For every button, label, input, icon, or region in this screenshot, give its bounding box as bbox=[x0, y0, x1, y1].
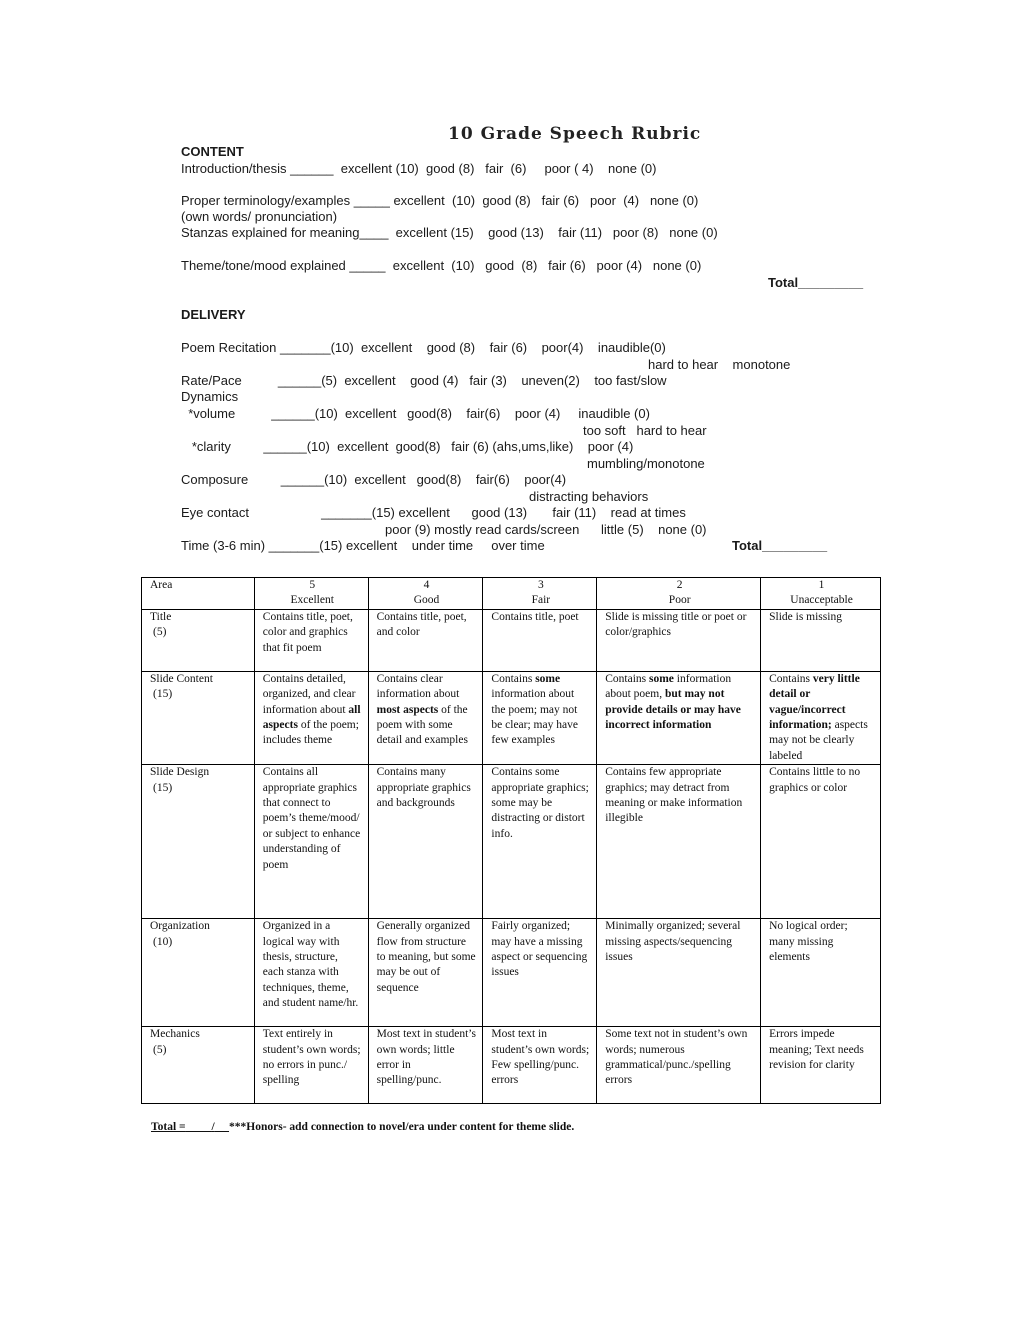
cell-excellent: Contains detailed, organized, and clear information about all aspects of the poem; includes theme bbox=[254, 671, 368, 764]
cell-unacceptable: Contains little to no graphics or color bbox=[761, 765, 881, 919]
terminology-line: Proper terminology/examples _____ excellent (10) good (8) fair (6) poor (4) none (0) bbox=[181, 193, 699, 208]
clarity-line: *clarity ______(10) excellent good(8) fair (6) (ahs,ums,like) poor (4) bbox=[181, 439, 634, 454]
row-area: Mechanics (5) bbox=[142, 1027, 255, 1104]
table-header-row bbox=[142, 578, 881, 610]
table-row bbox=[142, 765, 881, 919]
table-row bbox=[142, 609, 881, 671]
volume-line: *volume ______(10) excellent good(8) fair(6) poor (4) inaudible (0) bbox=[181, 406, 650, 421]
dynamics-line: Dynamics bbox=[181, 389, 239, 404]
cell-poor: Contains some information about poem, but may not provide details or may have incorrect information bbox=[597, 671, 761, 764]
content-total: Total_________ bbox=[768, 275, 864, 290]
stanzas-line: Stanzas explained for meaning____ excellent (15) good (13) fair (11) poor (8) none (0) bbox=[181, 225, 718, 240]
total-label: Total = bbox=[151, 1121, 186, 1133]
cell-good: Contains many appropriate graphics and backgrounds bbox=[368, 765, 483, 919]
composure-line: Composure ______(10) excellent good(8) fair(6) poor(4) bbox=[181, 472, 567, 487]
cell-good: Generally organized flow from structure to meaning, but some may be out of sequence bbox=[368, 919, 483, 1027]
eye-contact-sub: poor (9) mostly read cards/screen little (5) none (0) bbox=[385, 522, 707, 537]
time-line: Time (3-6 min) _______(15) excellent under time over time bbox=[181, 538, 545, 553]
cell-fair: Contains title, poet bbox=[483, 609, 597, 671]
cell-unacceptable: Errors impede meaning; Text needs revision for clarity bbox=[761, 1027, 881, 1104]
header-unacceptable: 1 Unacceptable bbox=[761, 578, 881, 610]
cell-excellent: Contains title, poet, color and graphics that fit poem bbox=[254, 609, 368, 671]
cell-fair: Most text in student’s own words; Few spelling/punc. errors bbox=[483, 1027, 597, 1104]
volume-sub: too soft hard to hear bbox=[583, 423, 707, 438]
cell-fair: Contains some appropriate graphics; some may be distracting or distort info. bbox=[483, 765, 597, 919]
composure-sub: distracting behaviors bbox=[529, 489, 649, 504]
cell-poor: Minimally organized; several missing aspects/sequencing issues bbox=[597, 919, 761, 1027]
cell-good: Contains title, poet, and color bbox=[368, 609, 483, 671]
table-row bbox=[142, 919, 881, 1027]
recitation-sub: hard to hear monotone bbox=[648, 357, 791, 372]
header-good: 4 Good bbox=[368, 578, 483, 610]
cell-excellent: Text entirely in student’s own words; no errors in punc./ spelling bbox=[254, 1027, 368, 1104]
row-area: Slide Design (15) bbox=[142, 765, 255, 919]
total-slash: / bbox=[211, 1121, 215, 1133]
row-area: Title (5) bbox=[142, 609, 255, 671]
eye-contact-line: Eye contact _______(15) excellent good (13) fair (11) read at times bbox=[181, 505, 686, 520]
cell-excellent: Organized in a logical way with thesis, structure, each stanza with techniques, theme, and student name/hr. bbox=[254, 919, 368, 1027]
cell-unacceptable: Contains very little detail or vague/incorrect information; aspects may not be clearly labeled bbox=[761, 671, 881, 764]
own-words-line: (own words/ pronunciation) bbox=[181, 209, 338, 224]
cell-excellent: Contains all appropriate graphics that connect to poem’s theme/mood/ or subject to enhance understanding of poem bbox=[254, 765, 368, 919]
honors-note: ***Honors- add connection to novel/era under content for theme slide. bbox=[229, 1121, 575, 1133]
row-area: Slide Content (15) bbox=[142, 671, 255, 764]
cell-unacceptable: No logical order; many missing elements bbox=[761, 919, 881, 1027]
header-fair: 3 Fair bbox=[483, 578, 597, 610]
total-blank-earned bbox=[186, 1121, 215, 1133]
header-poor: 2 Poor bbox=[597, 578, 761, 610]
cell-fair: Fairly organized; may have a missing aspect or sequencing issues bbox=[483, 919, 597, 1027]
slide-rubric-table bbox=[141, 577, 881, 1104]
cell-poor: Slide is missing title or poet or color/graphics bbox=[597, 609, 761, 671]
row-area: Organization (10) bbox=[142, 919, 255, 1027]
cell-poor: Contains few appropriate graphics; may detract from meaning or make information illegible bbox=[597, 765, 761, 919]
cell-unacceptable: Slide is missing bbox=[761, 609, 881, 671]
table-row bbox=[142, 1027, 881, 1104]
recitation-line: Poem Recitation _______(10) excellent good (8) fair (6) poor(4) inaudible(0) bbox=[181, 340, 666, 355]
total-footer bbox=[151, 1121, 574, 1133]
intro-line: Introduction/thesis ______ excellent (10) good (8) fair (6) poor ( 4) none (0) bbox=[181, 161, 657, 176]
rate-line: Rate/Pace ______(5) excellent good (4) fair (3) uneven(2) too fast/slow bbox=[181, 373, 667, 388]
clarity-sub: mumbling/monotone bbox=[587, 456, 705, 471]
total-blank-possible bbox=[215, 1121, 229, 1133]
cell-good: Contains clear information about most aspects of the poem with some detail and examples bbox=[368, 671, 483, 764]
header-excellent: 5 Excellent bbox=[254, 578, 368, 610]
cell-good: Most text in student’s own words; little error in spelling/punc. bbox=[368, 1027, 483, 1104]
cell-poor: Some text not in student’s own words; numerous grammatical/punc./spelling errors bbox=[597, 1027, 761, 1104]
content-heading: CONTENT bbox=[181, 144, 244, 159]
table-row bbox=[142, 671, 881, 764]
cell-fair: Contains some information about the poem; may not be clear; may have few examples bbox=[483, 671, 597, 764]
delivery-heading: DELIVERY bbox=[181, 307, 246, 322]
header-area: Area bbox=[142, 578, 255, 610]
delivery-total: Total_________ bbox=[732, 538, 828, 553]
theme-line: Theme/tone/mood explained _____ excellent (10) good (8) fair (6) poor (4) none (0) bbox=[181, 258, 702, 273]
rubric-title: 10 Grade Speech Rubric bbox=[448, 124, 702, 144]
